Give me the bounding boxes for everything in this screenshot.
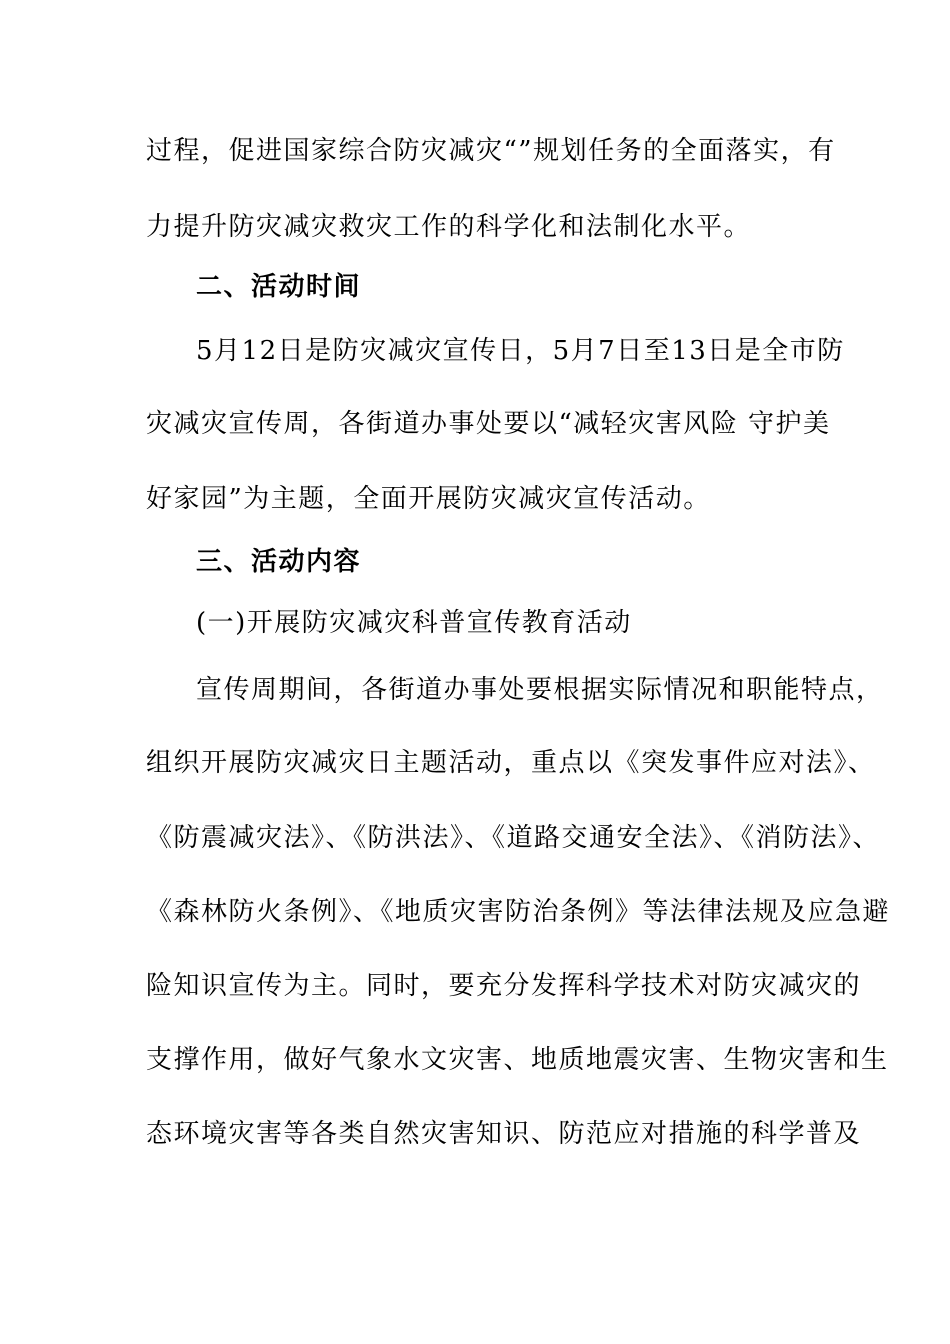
paragraph-line: 5月12日是防灾减灾宣传日，5月7日至13日是全市防 — [196, 336, 845, 366]
paragraph-line: 好家园”为主题，全面开展防灾减灾宣传活动。 — [146, 484, 711, 514]
paragraph-line: 《防震减灾法》、《防洪法》、《道路交通安全法》、《消防法》、 — [146, 823, 881, 853]
paragraph-line: 组织开展防灾减灾日主题活动，重点以《突发事件应对法》、 — [146, 748, 876, 778]
paragraph-line: 态环境灾害等各类自然灾害知识、防范应对措施的科学普及 — [146, 1119, 862, 1149]
paragraph-line: 宣传周期间，各街道办事处要根据实际情况和职能特点， — [196, 675, 884, 705]
subsection-heading: (一)开展防灾减灾科普宣传教育活动 — [196, 608, 632, 638]
paragraph-line: 过程，促进国家综合防灾减灾“”规划任务的全面落实，有 — [146, 136, 836, 166]
section-heading-activity-content: 三、活动内容 — [196, 547, 362, 577]
paragraph-line: 灾减灾宣传周，各街道办事处要以“减轻灾害风险 守护美 — [146, 409, 831, 439]
paragraph-line: 《森林防火条例》、《地质灾害防治条例》等法律法规及应急避 — [146, 897, 891, 927]
section-heading-activity-time: 二、活动时间 — [196, 272, 362, 302]
paragraph-line: 力提升防灾减灾救灾工作的科学化和法制化水平。 — [146, 212, 752, 242]
paragraph-line: 险知识宣传为主。同时，要充分发挥科学技术对防灾减灾的 — [146, 971, 862, 1001]
paragraph-line: 支撑作用，做好气象水文灾害、地质地震灾害、生物灾害和生 — [146, 1045, 889, 1075]
